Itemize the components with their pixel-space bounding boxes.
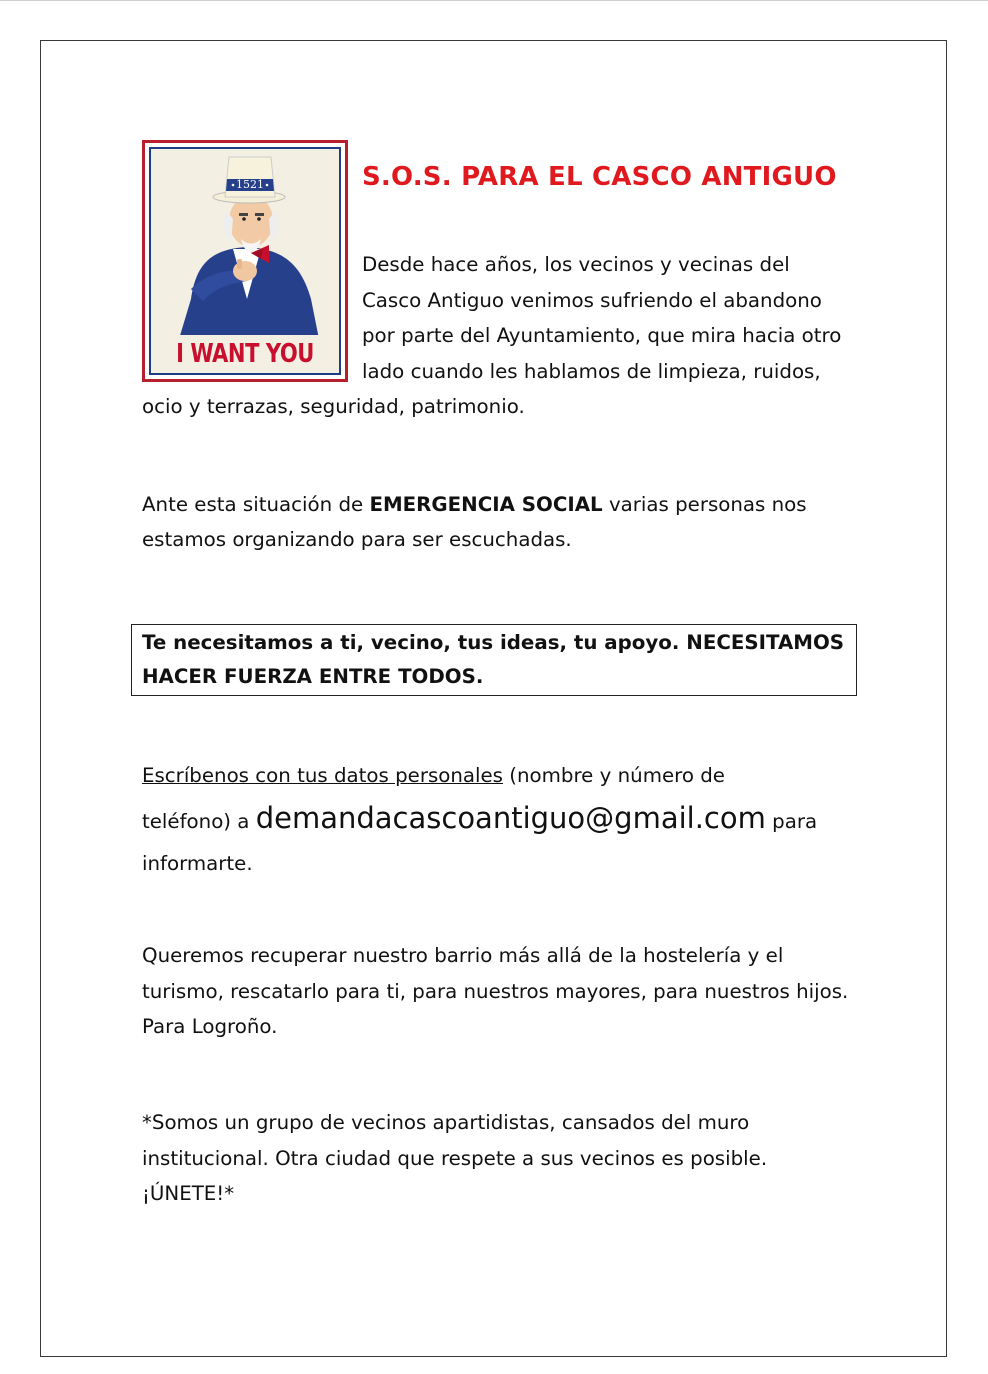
emergency-bold: EMERGENCIA SOCIAL — [369, 492, 603, 516]
emergency-paragraph — [142, 487, 854, 558]
poster-caption: I WANT YOU — [176, 339, 314, 369]
callout-box — [131, 624, 857, 696]
callout-text: Te necesitamos a ti, vecino, tus ideas, tu apoyo. NECESITAMOS HACER FUERZA ENTRE TODOS. — [142, 631, 845, 688]
contact-line2-before: teléfono) a — [142, 810, 256, 833]
contact-email[interactable]: demandacascoantiguo@gmail.com — [255, 801, 766, 835]
emergency-text-before: Ante esta situación de — [142, 492, 370, 516]
main-content — [142, 140, 854, 558]
uncle-sam-poster — [142, 140, 348, 382]
barrio-paragraph: Queremos recuperar nuestro barrio más allá de la hostelería y el turismo, rescatarlo para ti, para nuestros mayores, para nuestros hijos. Para Logroño. — [142, 944, 849, 1038]
contact-line2-after: para — [765, 810, 818, 833]
top-rule — [0, 0, 988, 1]
contact-line1-rest: (nombre y número de — [503, 764, 725, 787]
contact-underlined: Escríbenos con tus datos personales — [142, 764, 503, 787]
emergency-text-after: varias personas nos estamos organizando para ser escuchadas. — [142, 492, 807, 551]
hat-number: 1521 — [236, 178, 264, 191]
contact-paragraph — [142, 758, 854, 882]
contact-line3: informarte. — [142, 852, 253, 875]
grupo-paragraph: *Somos un grupo de vecinos apartidistas, cansados del muro institucional. Otra ciudad que respete a sus vecinos es posible. ¡ÚNETE!* — [142, 1111, 768, 1205]
page-title: S.O.S. PARA EL CASCO ANTIGUO — [362, 162, 837, 192]
poster-illustration — [149, 147, 341, 375]
intro-paragraph: Desde hace años, los vecinos y vecinas del Casco Antiguo venimos sufriendo el abandono por parte del Ayuntamiento, que mira hacia otro lado cuando les hablamos de limpieza, ruidos, ocio y terrazas, seguridad, patrimonio. — [142, 253, 842, 418]
